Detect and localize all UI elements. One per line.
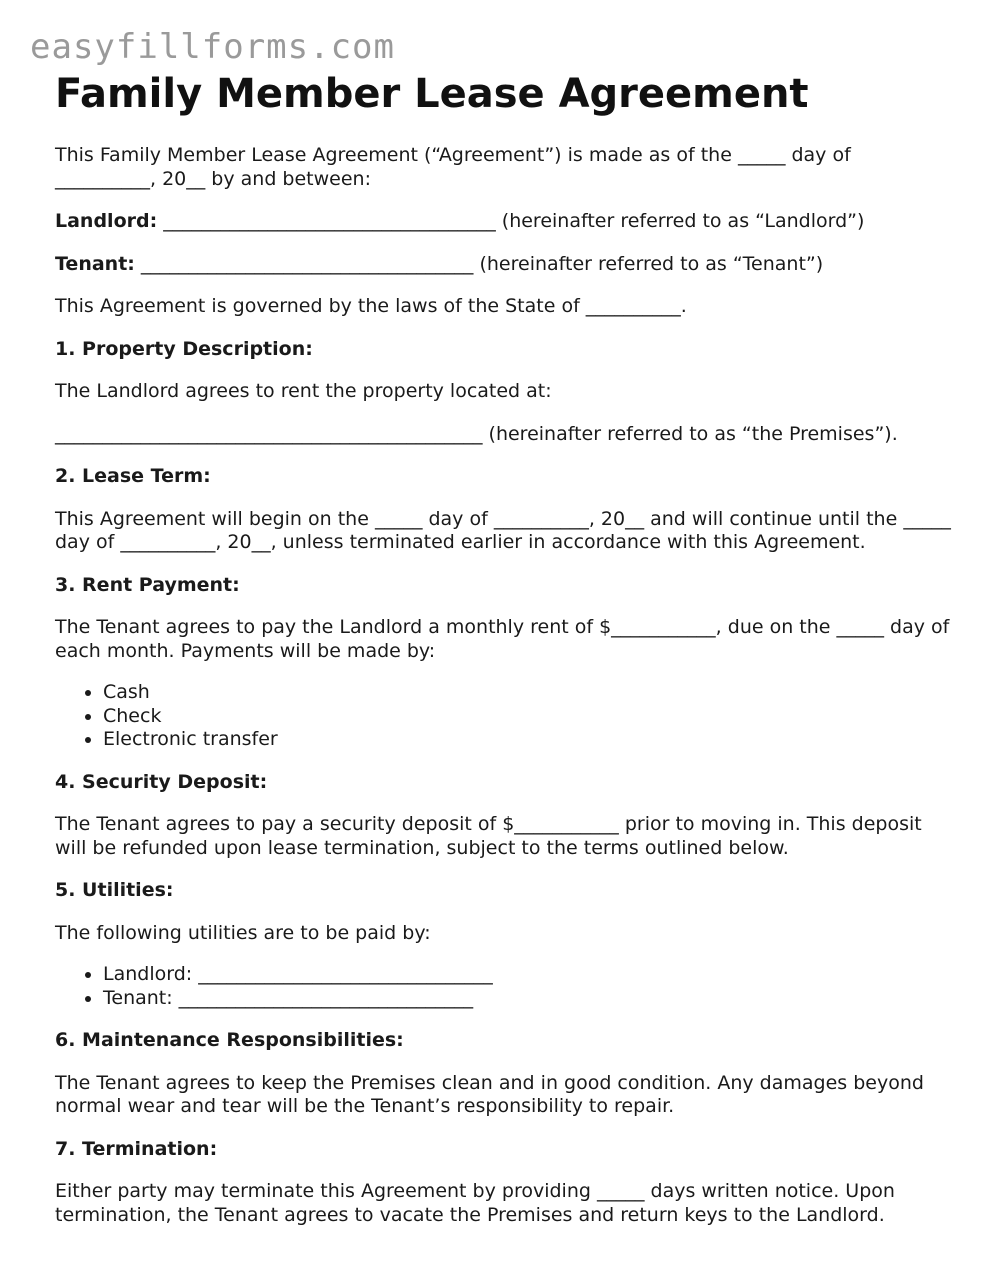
term-body: This Agreement will begin on the _____ day of __________, 20__ and will continue until the _____ day of __________, 20__, unless terminated earlier in accordance with this Agreement. (55, 507, 951, 553)
document-title: Family Member Lease Agreement (55, 71, 809, 117)
utilities-body: The following utilities are to be paid by: (55, 921, 431, 944)
governing-law: This Agreement is governed by the laws of the State of __________. (55, 295, 687, 317)
landlord-line (55, 210, 955, 234)
watermark: easyfillforms.com (30, 27, 395, 67)
utilities-list (55, 963, 955, 1010)
payment-method-item: • Electronic transfer (103, 728, 955, 752)
termination-body: Either party may terminate this Agreement by providing _____ days written notice. Upon termination, the Tenant agrees to vacate the Premises and return keys to the Landlord. (55, 1180, 895, 1226)
section-heading-property: 1. Property Description: (55, 337, 313, 360)
tenant-field[interactable]: ___________________________________ (hereinafter referred to as “Tenant”) (134, 252, 824, 275)
section-heading-maintenance: 6. Maintenance Responsibilities: (55, 1029, 404, 1051)
payment-methods-list (55, 681, 955, 752)
maintenance-body: The Tenant agrees to keep the Premises clean and in good condition. Any damages beyond normal wear and tear will be the Tenant’s responsibility to repair. (55, 1071, 924, 1117)
section-heading-term: 2. Lease Term: (55, 465, 211, 487)
intro-paragraph: This Family Member Lease Agreement (“Agreement”) is made as of the _____ day of __________, 20__ by and between: (55, 144, 851, 190)
section-heading-rent: 3. Rent Payment: (55, 573, 240, 596)
document-body (55, 72, 955, 1246)
property-address-line[interactable]: _____________________________________________ (hereinafter referred to as “the Premises”). (55, 422, 898, 445)
deposit-body: The Tenant agrees to pay a security deposit of $___________ prior to moving in. This deposit will be refunded upon lease termination, subject to the terms outlined below. (55, 813, 922, 859)
landlord-label: Landlord: (55, 210, 158, 232)
tenant-label: Tenant: (55, 252, 135, 275)
rent-body: The Tenant agrees to pay the Landlord a monthly rent of $___________, due on the _____ day of each month. Payments will be made by: (55, 616, 950, 662)
landlord-field[interactable]: ___________________________________ (hereinafter referred to as “Landlord”) (157, 210, 865, 232)
payment-method-item: • Cash (103, 681, 955, 705)
property-body: The Landlord agrees to rent the property located at: (55, 380, 552, 402)
tenant-line (55, 253, 955, 277)
section-heading-utilities: 5. Utilities: (55, 879, 174, 901)
section-heading-termination: 7. Termination: (55, 1137, 218, 1160)
utilities-item-landlord[interactable]: • Landlord: _______________________________ (103, 963, 955, 987)
utilities-item-tenant[interactable]: • Tenant: _______________________________ (103, 987, 955, 1011)
section-heading-deposit: 4. Security Deposit: (55, 770, 268, 793)
payment-method-item: • Check (103, 705, 955, 729)
